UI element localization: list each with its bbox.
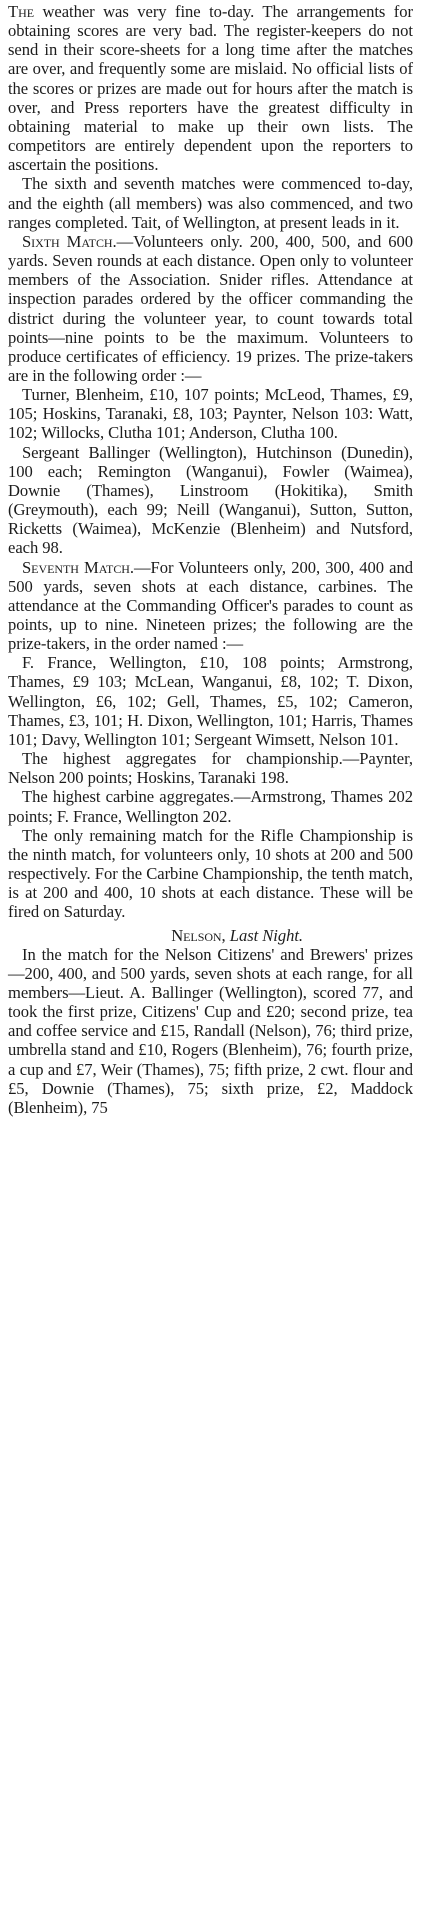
seventh-match-results: F. France, Wellington, £10, 108 points; Armstrong, Thames, £9 103; McLean, Wanganui, £8, 102; T. Dixon, Wellington, £6, 102; Gell, Thames, £5, 102; Cameron, Thames, £3, 101; H. Dixon, Wellington, 101; Harris, Thames 101; Davy, Wellington 101; Sergeant Wimsett, Nelson 101. — [8, 653, 413, 749]
nelson-citizens-prizes: In the match for the Nelson Citizens' and Brewers' prizes—200, 400, and 500 yards, seven shots at each range, for all members—Lieut. A. Ballinger (Wellington), scored 77, and took the first prize, Citizens' Cup and £20; second prize, tea and coffee service and £15, Randall (Nelson), 76; third prize, umbrella stand and £10, Rogers (Blenheim), 76; fourth prize, a cup and £7, Weir (Thames), 75; fifth prize, 2 cwt. flour and £5, Downie (Thames), 75; sixth prize, £2, Maddock (Blenheim), 75 — [8, 944, 413, 1117]
seventh-match-heading: Seventh Match. — [22, 557, 134, 577]
intro-text: weather was very fine to-day. The arrangements for obtaining scores are very bad. The register-keepers do not send in their score-sheets for a long time after the matches are over, and frequently some are mislaid. No official lists of the scores or prizes are made out for hours after the match is over, and Press reporters have the greatest difficulty in obtaining material to make up their own lists. The competitors are entirely dependent upon the reporters to ascertain the positions. — [8, 2, 413, 175]
sixth-match-paragraph — [8, 232, 413, 385]
matches-commenced-paragraph: The sixth and seventh matches were commenced to-day, and the eighth (all members) was also commenced, and two ranges completed. Tait, of Wellington, at present leads in it. — [8, 174, 413, 232]
sixth-match-heading: Sixth Match. — [22, 231, 117, 251]
seventh-match-conditions: —For Volunteers only, 200, 300, 400 and 500 yards, seven shots at each distance, carbines. The attendance at the Commanding Officer's parades to count as points, up to nine. Nineteen prizes; the following are the prize-takers, in the order named :— — [8, 557, 413, 654]
seventh-match-paragraph — [8, 558, 413, 654]
championship-aggregates: The highest aggregates for championship.—Paynter, Nelson 200 points; Hoskins, Taranaki 198. — [8, 749, 413, 788]
dateline-time: Last Night. — [229, 925, 303, 945]
intro-lead-word: The — [8, 2, 34, 21]
newspaper-column — [8, 2, 413, 1117]
sixth-match-results-top: Turner, Blenheim, £10, 107 points; McLeod, Thames, £9, 105; Hoskins, Taranaki, £8, 103; Paynter, Nelson 103: Watt, 102; Willocks, Clutha 101; Anderson, Clutha 100. — [8, 385, 413, 443]
sixth-match-conditions: —Volunteers only. 200, 400, 500, and 600 yards. Seven rounds at each distance. Open only to volunteer members of the Association. Snider rifles. Attendance at inspection parades ordered by the officer commanding the district during the volunteer year, to count towards total points—nine points to be the maximum. Volunteers to produce certificates of efficiency. 19 prizes. The prize-takers are in the following order :— — [8, 231, 413, 385]
remaining-matches: The only remaining match for the Rifle Championship is the ninth match, for volunteers only, 10 shots at 200 and 500 respectively. For the Carbine Championship, the tenth match, is at 200 and 400, 10 shots at each distance. These will be fired on Saturday. — [8, 825, 413, 922]
carbine-aggregates: The highest carbine aggregates.—Armstrong, Thames 202 points; F. France, Wellington 202. — [8, 787, 413, 826]
sixth-match-results-rest: Sergeant Ballinger (Wellington), Hutchinson (Dunedin), 100 each; Remington (Wanganui), Fowler (Waimea), Downie (Thames), Linstroom (Hokitika), Smith (Greymouth), each 99; Neill (Wanganui), Sutton, Sutton, Ricketts (Waimea), McKenzie (Blenheim) and Nutsford, each 98. — [8, 442, 413, 558]
dateline-place: Nelson, — [171, 925, 226, 945]
intro-paragraph — [8, 2, 413, 174]
nelson-dateline — [8, 926, 413, 945]
